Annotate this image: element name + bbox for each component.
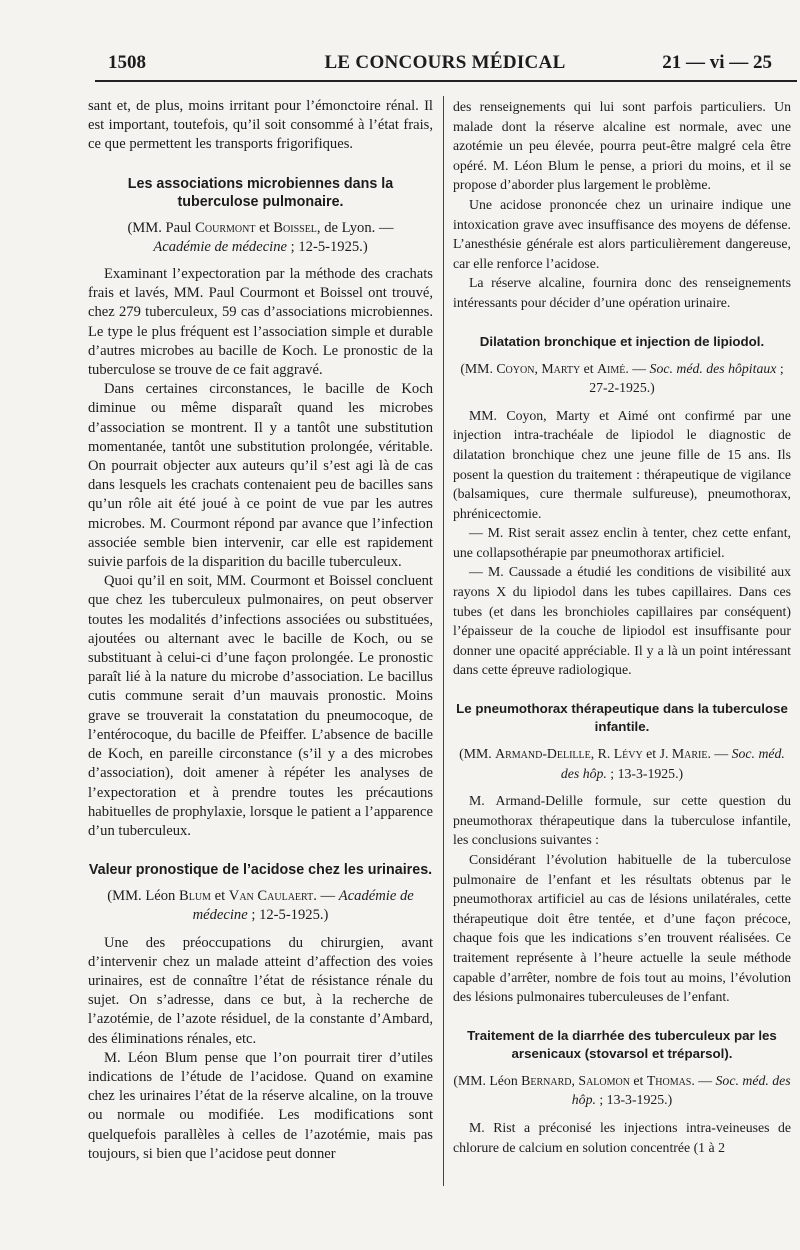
section-reference: (MM. Paul Courmont et Boissel, de Lyon. — Académie de médecine ; 12-5-1925.) bbox=[127, 219, 394, 255]
issue-date: 21 — vi — 25 bbox=[662, 52, 772, 73]
page-number: 1508 bbox=[108, 52, 146, 73]
header-rule bbox=[95, 80, 797, 82]
section-title: Valeur pronostique de l’acidose chez les urinaires. bbox=[88, 862, 433, 879]
body-paragraph: M. Armand-Delille formule, sur cette question du pneumothorax thérapeutique dans la tuberculose infantile, les conclusions suivantes : bbox=[453, 793, 791, 848]
section-reference: (MM. Armand-Delille, R. Lévy et J. Marie. — Soc. méd. des hôp. ; 13-3-1925.) bbox=[459, 746, 785, 781]
body-paragraph: M. Léon Blum pense que l’on pourrait tirer d’utiles indications de l’étude de l’acidose. Quand on examine chez les urinaires l’état de la réserve alcaline, on la trouve ou normale ou modifiée. Les modifications sont quelquefois parallèles à celles de l’azotémie, mais pas toujours, si bien que l’acidose peut donner bbox=[88, 1049, 433, 1162]
body-paragraph: des renseignements qui lui sont parfois particuliers. Un malade dont la réserve alcaline est normale, avec une azotémie un peu élevée, pourra peut-être malgré cela être opéré. M. Léon Blum le pense, a priori du moins, et il se propose d’aborder plus largement le problème. bbox=[453, 99, 791, 193]
page-header bbox=[100, 52, 790, 78]
body-paragraph: Une des préoccupations du chirurgien, avant d’intervenir chez un malade atteint d’affection des voies urinaires, est de connaître l’état de résistance rénale du sujet. On s’adresse, dans ce but, à la recherche de l’azotémie, de l’azote résiduel, de la constante d’Ambard, des éliminations rénales, etc. bbox=[88, 934, 433, 1047]
section-reference: (MM. Léon Blum et Van Caulaert. — Académie de médecine ; 12-5-1925.) bbox=[107, 888, 414, 924]
intro-paragraph: sant et, de plus, moins irritant pour l’émonctoire rénal. Il est important, toutefois, qu’il soit consommé à l’état frais, ce que permettent les transports frigorifiques. bbox=[88, 98, 433, 153]
section-reference: (MM. Coyon, Marty et Aimé. — Soc. méd. des hôpitaux ; 27-2-1925.) bbox=[460, 360, 784, 396]
section-reference: (MM. Léon Bernard, Salomon et Thomas. — Soc. méd. des hôp. ; 13-3-1925.) bbox=[453, 1072, 791, 1108]
section-title: Les associations microbiennes dans la tuberculose pulmonaire. bbox=[127, 175, 394, 210]
journal-title: LE CONCOURS MÉDICAL bbox=[324, 52, 566, 73]
body-paragraph: La réserve alcaline, fournira donc des renseignements intéressants pour décider d’une opération urinaire. bbox=[453, 275, 791, 310]
body-paragraph: Quoi qu’il en soit, MM. Courmont et Boissel concluent que chez les tuberculeux pulmonaires, on peut observer toutes les modalités d’infections associées ou substituées, ajoutées ou alternant avec le bacille de Koch, ou se substituant à celui-ci d’une façon prolongée. Le pronostic paraît lié à la nature du microbe d’association. Le bacillus cutis commune serait d’un mauvais pronostic. Moins grave se trouverait la constatation du pneumocoque, de l’entérocoque, du bacille de Pfeiffer. L’absence de bacille de Koch, en pareille circonstance (s’il y a des microbes d’association), doit amener à répéter les analyses de l’expectoration et à prendre toutes les précautions habituelles de prophylaxie, lorsque le patient a l’apparence d’un tuberculeux. bbox=[88, 573, 433, 839]
body-paragraph: MM. Coyon, Marty et Aimé ont confirmé par une injection intra-trachéale de lipiodol le diagnostic de dilatation bronchique chez une jeune fille de 15 ans. Ils posent la question du traitement : thérapeutique de vigilance (balsamiques, cure thermale sulfureuse), pneumothorax, phrénicectomie. bbox=[453, 407, 791, 521]
column-divider bbox=[443, 96, 444, 1186]
body-paragraph: Une acidose prononcée chez un urinaire indique une intoxication grave avec insuffisance des moyens de défense. L’anesthésie générale est alors particulièrement dangereuse, car elle renforce l’acidose. bbox=[453, 196, 791, 271]
body-paragraph: Considérant l’évolution habituelle de la tuberculose pulmonaire de l’enfant et les résultats obtenus par le pneumothorax artificiel au cas de lésions unilatérales, cette thérapeutique doit être tentée, et d’une façon précoce, chaque fois que les indications s’en trouvent réalisées. Ce traitement représente à l’heure actuelle la seule méthode capable d’arrêter, nombre de fois tout au moins, l’évolution des lésions pulmonaires tuberculeuses de l’enfant. bbox=[453, 852, 791, 1005]
body-paragraph: M. Rist a préconisé les injections intra-veineuses de chlorure de calcium en solution concentrée (1 à 2 bbox=[453, 1119, 791, 1155]
body-paragraph: Examinant l’expectoration par la méthode des crachats frais et lavés, MM. Paul Courmont et Boissel ont trouvé, chez 279 tuberculeux, 59 cas d’associations microbiennes. Le type le plus fréquent est l’association simple et durable d’autres microbes au bacille de Koch. Le pronostic de la tuberculose se trouve de ce fait aggravé. bbox=[88, 266, 433, 379]
left-column bbox=[88, 97, 433, 1247]
section-title: Le pneumothorax thérapeutique dans la tuberculose infantile. bbox=[456, 701, 788, 735]
section-title: Dilatation bronchique et injection de lipiodol. bbox=[479, 333, 765, 349]
body-paragraph: Dans certaines circonstances, le bacille de Koch diminue ou même disparaît quand les microbes d’association se montrent. Il y a tantôt une substitution momentanée, tantôt une substitution prolongée, véritable. On pourrait objecter aux auteurs qu’il s’est agi là de cas dans lesquels les crachats contenaient peu de bacilles sans qu’un rôle ait été joué à ce point de vue par les autres microbes. M. Courmont répond par avance que l’infection associée semble bien intervenir, car elle est rapidement suivie parfois de la disparition du bacille tuberculeux. bbox=[88, 381, 433, 571]
body-paragraph: — M. Caussade a étudié les conditions de visibilité aux rayons X du lipiodol dans les tubes capillaires. Dans ces tubes (et dans les bronchioles capillaires par conséquent) l’épaisseur de la couche de lipiodol est insuffisante pour donner une opacité appréciable. Il y a là un point intéressant dans cette épreuve radiologique. bbox=[453, 564, 791, 678]
right-column bbox=[453, 97, 791, 1247]
section-title: Traitement de la diarrhée des tuberculeux par les arsenicaux (stovarsol et tréparsol). bbox=[467, 1027, 777, 1061]
body-paragraph: — M. Rist serait assez enclin à tenter, chez cette enfant, une collapsothérapie par pneumothorax artificiel. bbox=[453, 525, 791, 560]
